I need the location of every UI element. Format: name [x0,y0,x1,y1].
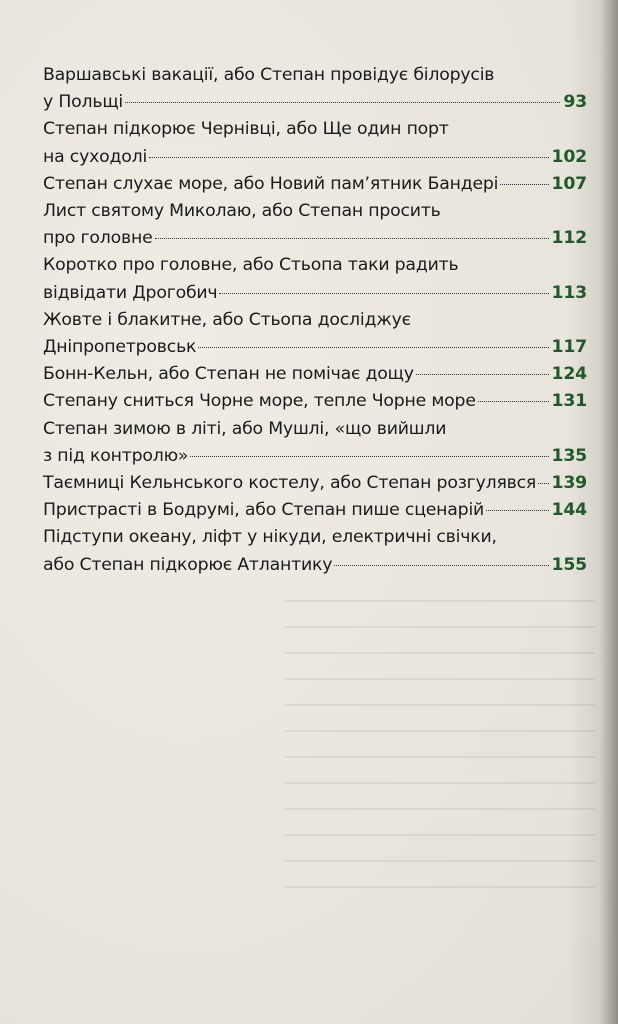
page-number: 135 [551,445,587,466]
dot-leader [149,157,548,158]
toc-entry-final-line [43,470,587,497]
dot-leader [538,483,548,484]
page-number: 102 [551,146,587,167]
dot-leader [219,293,548,294]
page-number: 117 [551,337,587,358]
toc-entry-title-line: про головне [43,228,153,249]
toc-entry-title-line: Жовте і блакитне, або Стьопа досліджує [43,309,411,330]
toc-entry-title-line: Лист святому Миколаю, або Степан просить [43,201,441,222]
toc-entry[interactable] [43,497,587,524]
toc-entry[interactable] [43,198,587,252]
page-number: 112 [551,228,587,249]
toc-entry[interactable] [43,62,587,116]
page-number: 131 [551,391,587,412]
toc-entry[interactable] [43,388,587,415]
toc-entry-final-line [43,89,587,116]
toc-entry[interactable] [43,361,587,388]
toc-entry-title-line: Степан підкорює Чернівці, або Ще один порт [43,119,449,140]
dot-leader [198,347,548,348]
toc-entry-title-line: Пристрасті в Бодрумі, або Степан пише сценарій [43,500,485,521]
toc-entry-final-line [43,144,587,171]
toc-entry[interactable] [43,470,587,497]
toc-entry-final-line [43,388,587,415]
toc-entry[interactable] [43,171,587,198]
table-of-contents [43,62,587,579]
toc-entry-final-line [43,171,587,198]
page-number: 113 [551,282,587,303]
page-number: 155 [551,554,587,575]
dot-leader [125,102,560,103]
dot-leader [500,184,548,185]
toc-entry-title-line: відвідати Дрогобич [43,282,218,303]
toc-entry-final-line [43,443,587,470]
toc-entry-final-line [43,552,587,579]
toc-entry-title-line: Таємниці Кельнського костелу, або Степан розгулявся [43,473,537,494]
bleed-through-text [285,600,595,930]
page-number: 139 [551,473,587,494]
toc-entry[interactable] [43,252,587,306]
toc-entry[interactable] [43,307,587,361]
toc-entry-final-line [43,497,587,524]
toc-entry-final-line [43,280,587,307]
page-number: 93 [563,92,587,113]
page-number: 124 [551,364,587,385]
toc-entry-title-line: або Степан підкорює Атлантику [43,554,333,575]
toc-entry-final-line [43,361,587,388]
toc-entry-title-line: Степан зимою в літі, або Мушлі, «що вийшли [43,418,447,439]
dot-leader [486,510,548,511]
toc-entry-title-line: у Польщі [43,92,123,113]
dot-leader [155,238,549,239]
toc-entry-title-line: Коротко про головне, або Стьопа таки радить [43,255,459,276]
dot-leader [190,456,548,457]
toc-entry-title-line: Дніпропетровськ [43,337,197,358]
toc-entry[interactable] [43,116,587,170]
page-number: 107 [551,173,587,194]
toc-entry-title-line: Бонн-Кельн, або Степан не помічає дощу [43,364,414,385]
toc-entry[interactable] [43,524,587,578]
toc-entry-title-line: Підступи океану, ліфт у нікуди, електричні свічки, [43,527,497,548]
dot-leader [478,401,549,402]
toc-entry-final-line [43,334,587,361]
toc-entry-final-line [43,225,587,252]
toc-entry-title-line: на суходолі [43,146,148,167]
toc-entry-title-line: Степан слухає море, або Новий пам’ятник Бандері [43,173,499,194]
dot-leader [334,565,548,566]
toc-entry-title-line: Варшавські вакації, або Степан провідує білорусів [43,65,495,85]
dot-leader [416,374,549,375]
toc-entry-title-line: Степану сниться Чорне море, тепле Чорне море [43,391,476,412]
toc-entry[interactable] [43,416,587,470]
toc-entry-title-line: з під контролю» [43,445,189,466]
page-number: 144 [551,500,587,521]
